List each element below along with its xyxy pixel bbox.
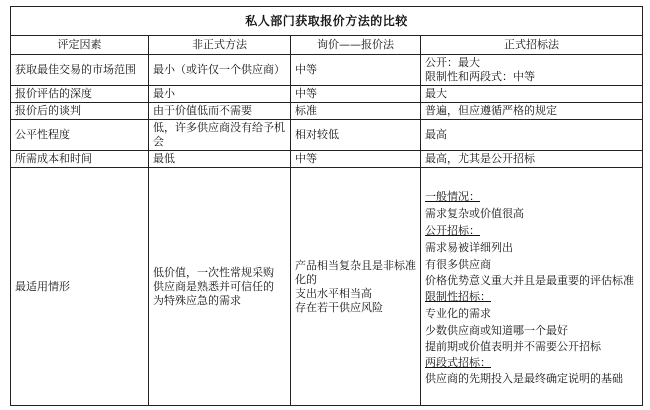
- factor-cell: 报价评估的深度: [11, 86, 149, 103]
- factor-cell: 最适用情形: [11, 168, 149, 406]
- factor-cell: 公平性程度: [11, 120, 149, 151]
- column-header-informal: 非正式方法: [149, 36, 291, 55]
- inquiry-cell: 中等: [291, 86, 421, 103]
- inquiry-cell: [291, 168, 421, 406]
- table-row: [11, 103, 643, 120]
- informal-line: 低价值，一次性常规采购: [153, 265, 274, 279]
- table-row: [11, 151, 643, 168]
- formal-heading: 两段式招标：: [425, 355, 491, 369]
- formal-heading: 公开招标：: [425, 223, 480, 237]
- column-header-factor: 评定因素: [11, 36, 149, 55]
- column-header-formal: 正式招标法: [421, 36, 643, 55]
- formal-cell: 最大: [421, 86, 643, 103]
- inquiry-line: 产品相当复杂且是非标准化的: [295, 258, 416, 286]
- formal-line: 有很多供应商: [425, 257, 491, 271]
- informal-cell: 低，许多供应商没有给予机会: [149, 120, 291, 151]
- table-row: [11, 55, 643, 86]
- formal-cell: [421, 55, 643, 86]
- formal-line: 公开：最大: [425, 56, 480, 69]
- formal-line: 专业化的需求: [425, 306, 491, 320]
- informal-cell: 最低: [149, 151, 291, 168]
- inquiry-line: 支出水平相当高: [295, 286, 372, 300]
- table-title: 私人部门获取报价方法的比较: [11, 7, 643, 36]
- inquiry-cell: 相对较低: [291, 120, 421, 151]
- formal-line: 提前期或价值表明并不需要公开招标: [425, 339, 601, 353]
- informal-line: 供应商是熟悉并可信任的: [153, 279, 274, 293]
- formal-cell: 普遍，但应遵循严格的规定: [421, 103, 643, 120]
- factor-cell: 所需成本和时间: [11, 151, 149, 168]
- formal-cell: [421, 168, 643, 406]
- formal-heading: 限制性招标：: [425, 289, 491, 303]
- comparison-table: [10, 6, 643, 406]
- formal-cell: 最高，尤其是公开招标: [421, 151, 643, 168]
- inquiry-cell: 标准: [291, 103, 421, 120]
- informal-cell: [149, 168, 291, 406]
- factor-cell: 报价后的谈判: [11, 103, 149, 120]
- column-header-inquiry: 询价——报价法: [291, 36, 421, 55]
- formal-heading: 一般情况：: [425, 189, 480, 203]
- formal-line: 需求复杂或价值很高: [425, 206, 524, 220]
- table-row: [11, 120, 643, 151]
- header-row: [11, 36, 643, 55]
- informal-cell: 最小: [149, 86, 291, 103]
- formal-cell: 最高: [421, 120, 643, 151]
- formal-line: 供应商的先期投入是最终确定说明的基础: [425, 371, 623, 385]
- formal-line: 需求易被详细列出: [425, 240, 513, 254]
- formal-line: 限制性和两段式：中等: [425, 70, 535, 83]
- table-row-applicable: [11, 168, 643, 406]
- title-row: [11, 7, 643, 36]
- inquiry-cell: 中等: [291, 151, 421, 168]
- formal-line: 少数供应商或知道哪一个最好: [425, 323, 568, 337]
- inquiry-line: 存在若干供应风险: [295, 300, 383, 314]
- inquiry-cell: 中等: [291, 55, 421, 86]
- factor-cell: 获取最佳交易的市场范围: [11, 55, 149, 86]
- table-row: [11, 86, 643, 103]
- informal-cell: 由于价值低而不需要: [149, 103, 291, 120]
- informal-line: 为特殊应急的需求: [153, 293, 241, 307]
- formal-line: 价格优势意义重大并且是最重要的评估标准: [425, 273, 634, 287]
- informal-cell: 最小（或许仅一个供应商）: [149, 55, 291, 86]
